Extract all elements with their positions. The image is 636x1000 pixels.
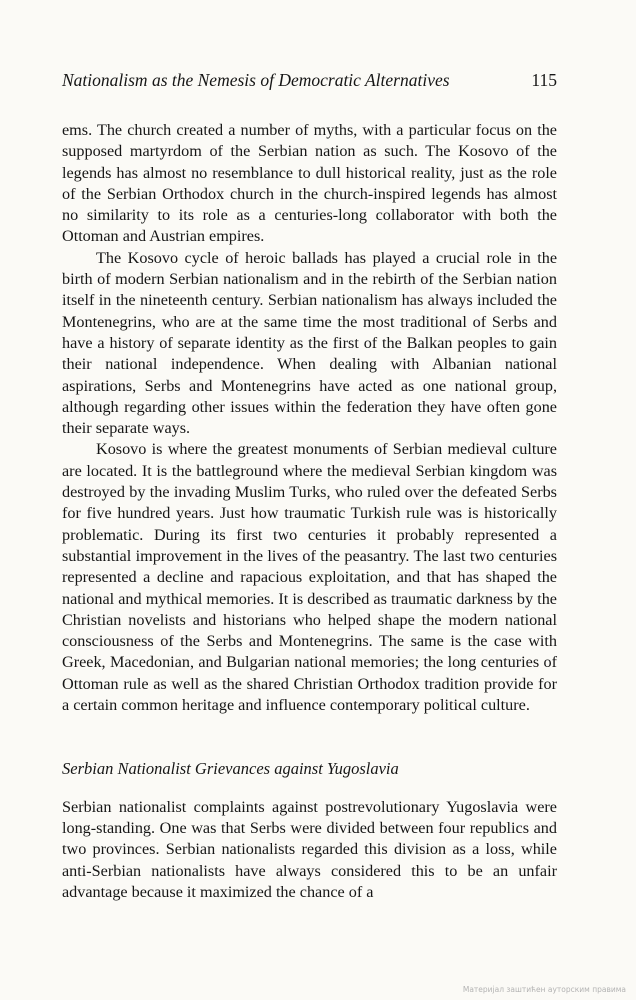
page-header: [62, 70, 557, 91]
section-heading: Serbian Nationalist Grievances against Yugoslavia: [62, 759, 399, 779]
page-body: [62, 120, 557, 903]
running-head: Nationalism as the Nemesis of Democratic Alternatives: [62, 70, 450, 90]
paragraph: Kosovo is where the greatest monuments of Serbian medieval culture are located. It is the battleground where the medieval Serbian kingdom was destroyed by the invading Muslim Turks, who ruled over the defeated Serbs for five hundred years. Just how traumatic Turkish rule was is historically problematic. During its first two centuries it probably represented a substantial improvement in the lives of the peasantry. The last two centuries represented a decline and rapacious exploitation, and that has shaped the national and mythical memories. It is described as traumatic darkness by the Christian novelists and historians who helped shape the modern national consciousness of the Serbs and Montenegrins. The same is the case with Greek, Macedonian, and Bulgarian national memories; the long centuries of Ottoman rule as well as the shared Christian Orthodox tradition provide for a certain common heritage and influence contemporary political culture.: [62, 440, 557, 715]
copyright-watermark: Материјал заштићен ауторским правима: [462, 985, 626, 994]
page-number: 115: [531, 70, 557, 90]
paragraph: ems. The church created a number of myths, with a particular focus on the supposed martyrdom of the Serbian nation as such. The Kosovo of the legends has almost no resemblance to dull historical reality, just as the role of the Serbian Orthodox church in the church-inspired legends has almost no similarity to its role as a centuries-long collaborator with both the Ottoman and Austrian empires.: [62, 121, 557, 246]
paragraph: Serbian nationalist complaints against postrevolutionary Yugoslavia were long-standing. One was that Serbs were divided between four republics and two provinces. Serbian nationalists regarded this division as a loss, while anti-Serbian nationalists have always considered this to be an unfair advantage because it maximized the chance of a: [62, 797, 557, 901]
paragraph: The Kosovo cycle of heroic ballads has played a crucial role in the birth of modern Serbian nationalism and in the rebirth of the Serbian nation itself in the nineteenth century. Serbian nationalism has always included the Montenegrins, who are at the same time the most traditional of Serbs and have a history of separate identity as the first of the Balkan peoples to gain their national independence. When dealing with Albanian national aspirations, Serbs and Montenegrins have acted as one national group, although regarding other issues within the federation they have often gone their separate ways.: [62, 248, 557, 438]
